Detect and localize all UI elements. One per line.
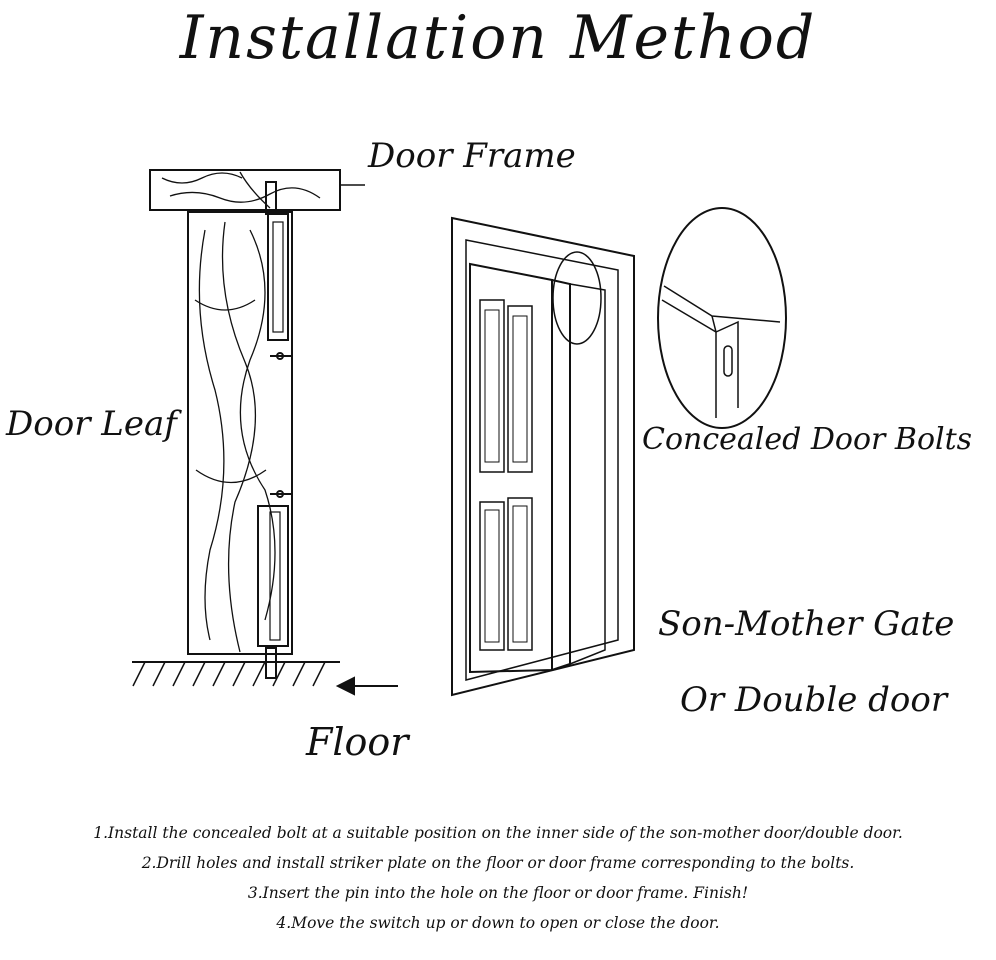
gate-label-line2: Or Double door	[680, 680, 948, 720]
top-bolt	[266, 182, 292, 359]
step-3: 3.Insert the pin into the hole on the floor or door frame. Finish!	[247, 884, 749, 902]
floor-hatch	[132, 662, 340, 686]
door-leaf-panel	[188, 212, 292, 654]
step-2: 2.Drill holes and install striker plate on the floor or door frame corresponding to the bolts.	[141, 854, 855, 872]
bolt-detail-magnifier	[658, 208, 786, 428]
floor-arrow-icon	[338, 678, 398, 694]
instruction-steps	[0, 818, 996, 938]
bottom-bolt	[258, 491, 292, 678]
step-4: 4.Move the switch up or down to open or close the door.	[276, 914, 720, 932]
gate-label-line1: Son-Mother Gate	[658, 604, 955, 644]
door-frame-beam	[150, 170, 340, 210]
floor-label: Floor	[306, 720, 409, 764]
concealed-bolts-label: Concealed Door Bolts	[642, 422, 973, 457]
double-door-drawing	[452, 218, 634, 695]
door-frame-label: Door Frame	[368, 136, 576, 176]
page-title: Installation Method	[179, 3, 817, 73]
step-1: 1.Install the concealed bolt at a suitable position on the inner side of the son-mother door/double door.	[93, 824, 903, 842]
door-leaf-label: Door Leaf	[6, 404, 177, 444]
